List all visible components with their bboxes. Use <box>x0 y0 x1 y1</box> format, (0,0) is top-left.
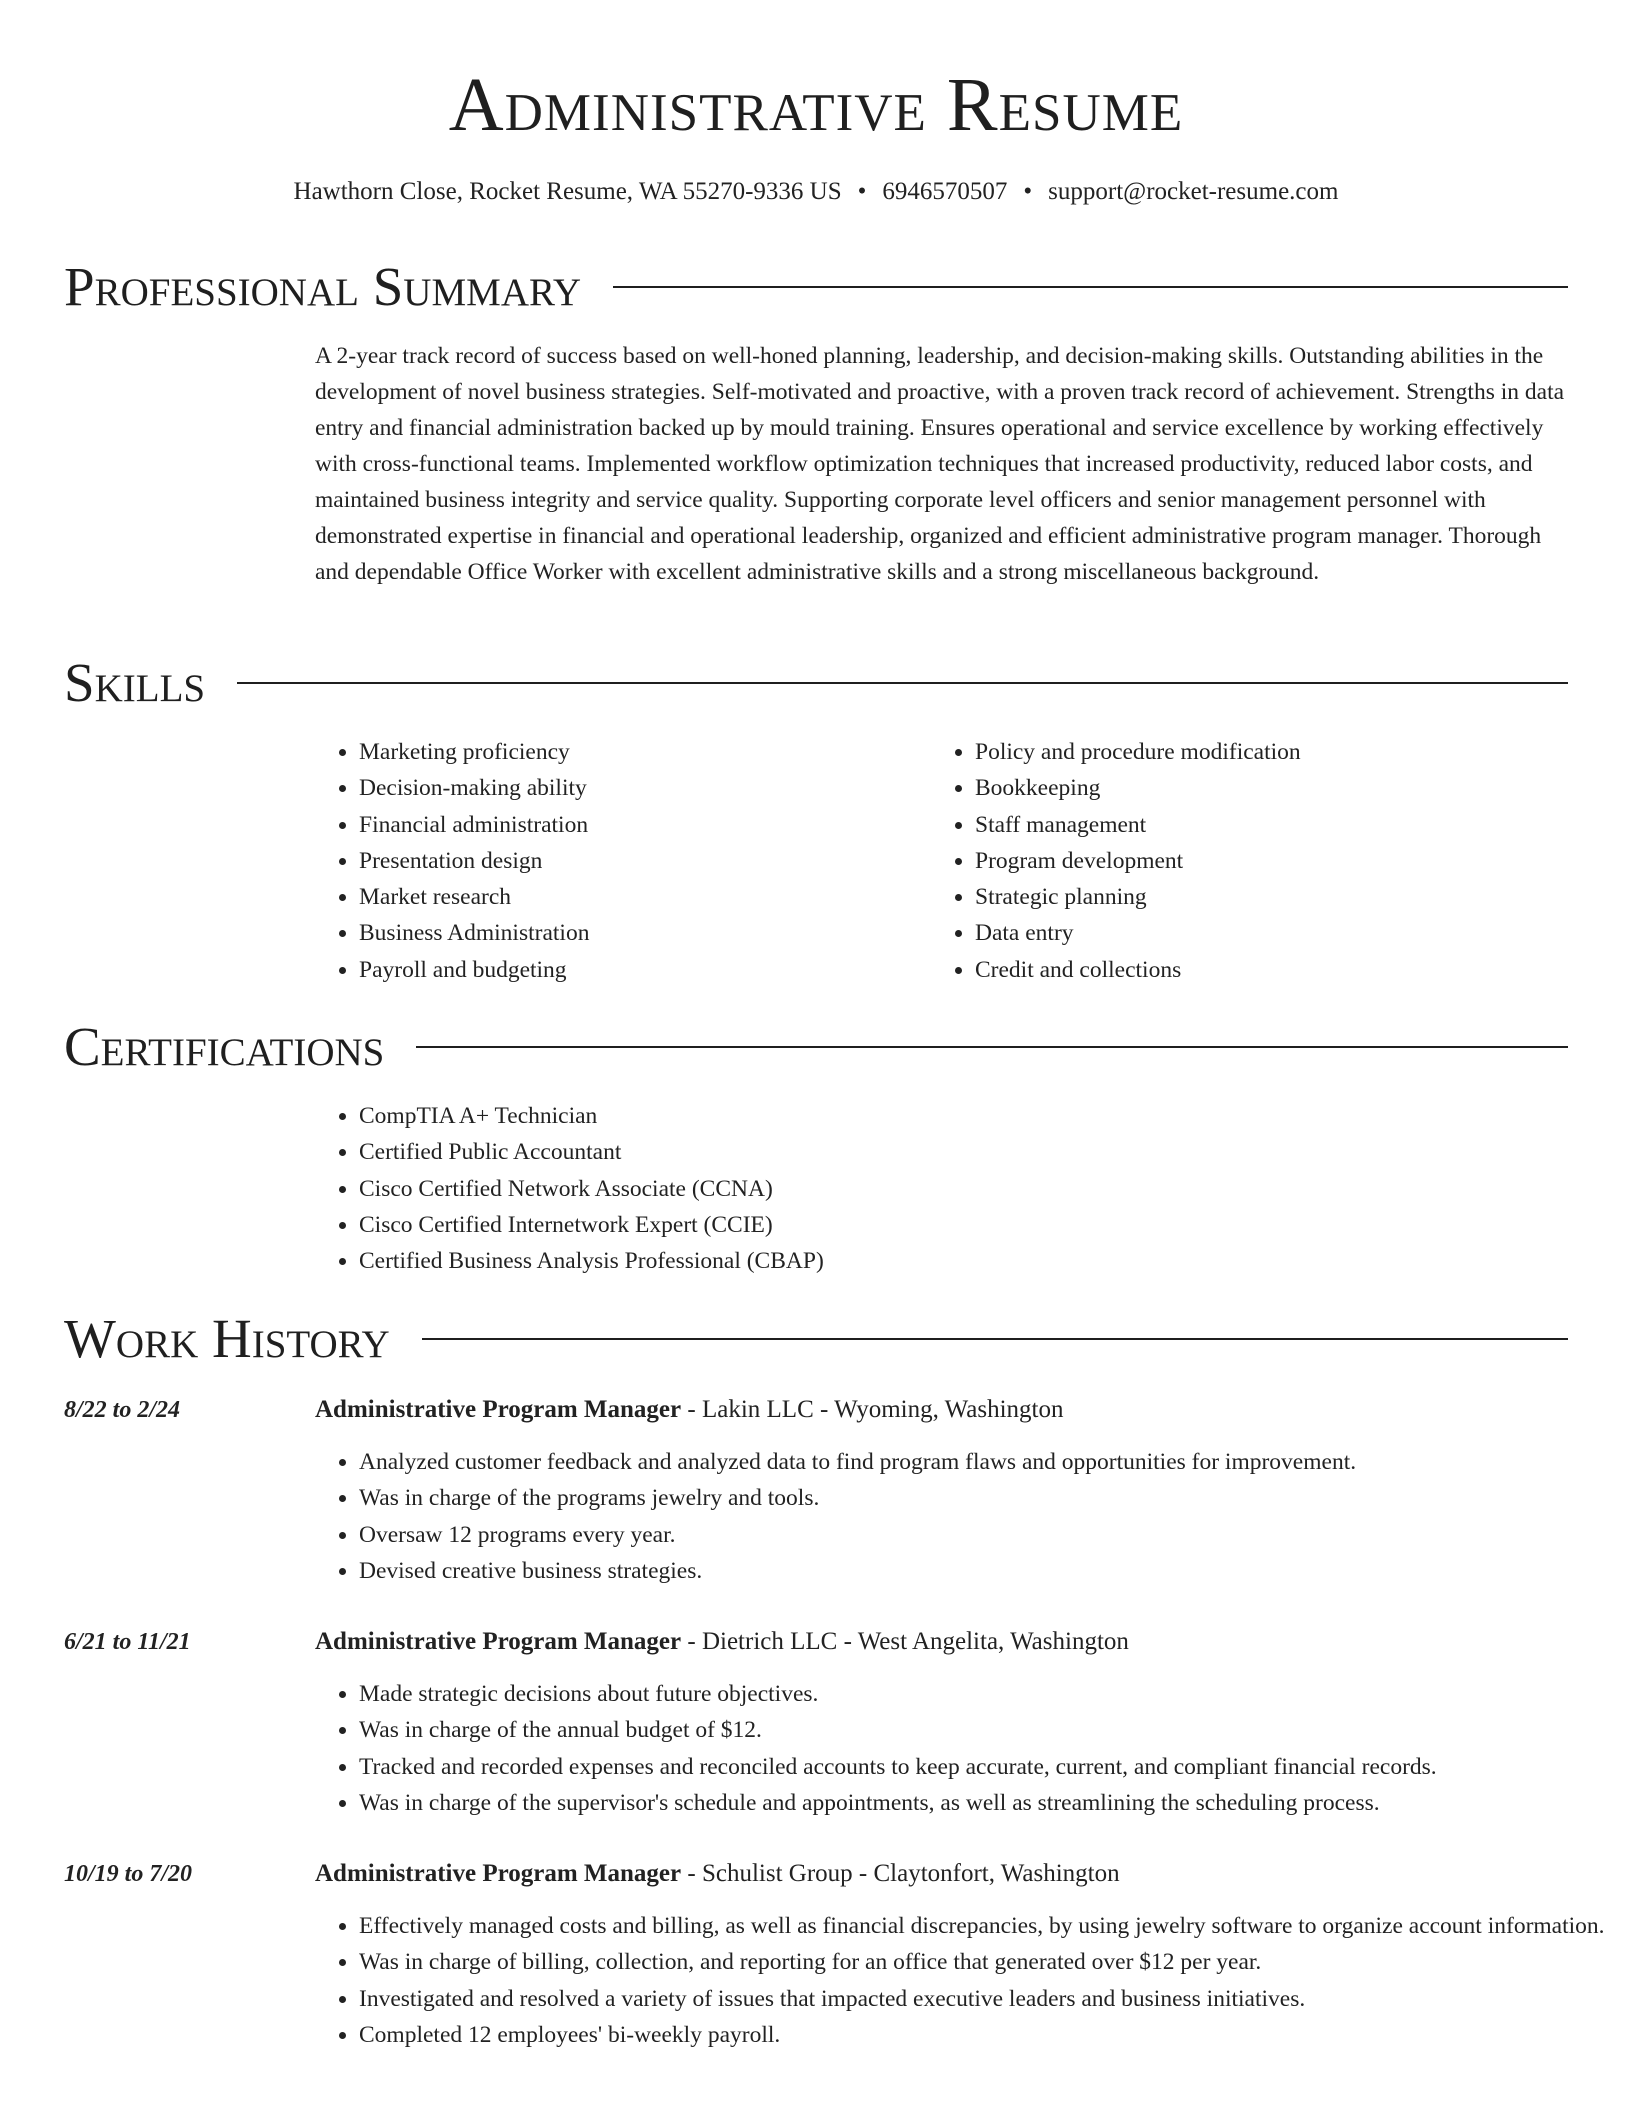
list-item: • Devised creative business strategies. <box>359 1553 1615 1589</box>
list-item: • CompTIA A+ Technician <box>359 1098 1559 1134</box>
list-item: • Bookkeeping <box>975 770 1575 806</box>
list-item: • Investigated and resolved a variety of issues that impacted executive leaders and business initiatives. <box>359 1981 1615 2017</box>
list-item: • Credit and collections <box>975 952 1575 988</box>
list-item: • Effectively managed costs and billing, as well as financial discrepancies, by using jewelry software to organize account information. <box>359 1908 1615 1944</box>
list-item: • Program development <box>975 843 1575 879</box>
certifications-section-header <box>64 1016 1568 1078</box>
list-item: • Financial administration <box>359 807 919 843</box>
list-item: • Presentation design <box>359 843 919 879</box>
job-role: Administrative Program Manager <box>315 1628 682 1655</box>
list-item: • Cisco Certified Internetwork Expert (CCIE) <box>359 1207 1559 1243</box>
certifications-section-title: Certifications <box>64 1016 385 1077</box>
job-dates: 10/19 to 7/20 <box>64 1861 193 1887</box>
work-section-header <box>64 1308 1568 1370</box>
list-item: • Certified Public Accountant <box>359 1134 1559 1170</box>
list-item: • Certified Business Analysis Professional (CBAP) <box>359 1243 1559 1279</box>
skills-section-header <box>64 652 1568 714</box>
list-item: • Data entry <box>975 915 1575 951</box>
contact-separator: • <box>1023 178 1033 205</box>
job-header <box>315 1858 1120 1890</box>
list-item: • Staff management <box>975 807 1575 843</box>
skills-list-left <box>315 734 919 988</box>
skills-section-title: Skills <box>64 652 206 713</box>
list-item: • Policy and procedure modification <box>975 734 1575 770</box>
certifications-list <box>315 1098 1559 1279</box>
contact-separator: • <box>857 178 867 205</box>
list-item: • Market research <box>359 879 919 915</box>
list-item: • Was in charge of the annual budget of $12. <box>359 1712 1615 1748</box>
list-item: • Strategic planning <box>975 879 1575 915</box>
list-item: • Analyzed customer feedback and analyzed data to find program flaws and opportunities for improvement. <box>359 1444 1615 1480</box>
list-item: • Completed 12 employees' bi-weekly payroll. <box>359 2017 1615 2053</box>
list-item: • Made strategic decisions about future objectives. <box>359 1676 1615 1712</box>
list-item: • Was in charge of the supervisor's schedule and appointments, as well as streamlining the scheduling process. <box>359 1785 1615 1821</box>
job-details: - Lakin LLC - Wyoming, Washington <box>681 1396 1064 1423</box>
job-bullets <box>315 1676 1615 1821</box>
job-bullets <box>315 1908 1615 2053</box>
summary-text: A 2-year track record of success based on well-honed planning, leadership, and decision-making skills. Outstanding abilities in the development of novel business strategies. Self-motivated and proactive, with a proven track record of achievement. Strengths in data entry and financial administration backed up by mould training. Ensures operational and service excellence by working effectively with cross-functional teams. Implemented workflow optimization techniques that increased productivity, reduced labor costs, and maintained business integrity and service quality. Supporting corporate level officers and senior management personnel with demonstrated expertise in financial and operational leadership, organized and efficient administrative program manager. Thorough and dependable Office Worker with excellent administrative skills and a strong miscellaneous background. <box>315 343 1565 585</box>
job-details: - Dietrich LLC - West Angelita, Washington <box>681 1628 1129 1655</box>
list-item: • Was in charge of billing, collection, and reporting for an office that generated over $12 per year. <box>359 1944 1615 1980</box>
section-divider <box>237 682 1568 684</box>
list-item: • Tracked and recorded expenses and reconciled accounts to keep accurate, current, and compliant financial records. <box>359 1749 1615 1785</box>
list-item: • Marketing proficiency <box>359 734 919 770</box>
list-item: • Decision-making ability <box>359 770 919 806</box>
contact-line <box>0 176 1632 208</box>
list-item: • Cisco Certified Network Associate (CCNA) <box>359 1171 1559 1207</box>
job-dates: 6/21 to 11/21 <box>64 1629 191 1655</box>
list-item: • Business Administration <box>359 915 919 951</box>
job-header <box>315 1394 1063 1426</box>
contact-address: Hawthorn Close, Rocket Resume, WA 55270-9336 US <box>293 178 842 205</box>
contact-email[interactable]: support@rocket-resume.com <box>1048 178 1339 205</box>
section-divider <box>416 1046 1568 1048</box>
work-section-title: Work History <box>64 1308 390 1369</box>
job-dates: 8/22 to 2/24 <box>64 1397 181 1423</box>
skills-list-right <box>931 734 1575 988</box>
section-divider <box>422 1338 1568 1340</box>
list-item: • Oversaw 12 programs every year. <box>359 1517 1615 1553</box>
summary-section-header <box>64 256 1568 318</box>
job-details: - Schulist Group - Claytonfort, Washington <box>681 1860 1120 1887</box>
summary-section-title: Professional Summary <box>64 256 582 317</box>
contact-phone: 6946570507 <box>882 178 1008 205</box>
list-item: • Was in charge of the programs jewelry and tools. <box>359 1480 1615 1516</box>
list-item: • Payroll and budgeting <box>359 952 919 988</box>
job-role: Administrative Program Manager <box>315 1860 682 1887</box>
resume-title: Administrative Resume <box>448 63 1184 147</box>
job-header <box>315 1626 1129 1658</box>
job-bullets <box>315 1444 1615 1589</box>
section-divider <box>613 286 1568 288</box>
job-role: Administrative Program Manager <box>315 1396 682 1423</box>
